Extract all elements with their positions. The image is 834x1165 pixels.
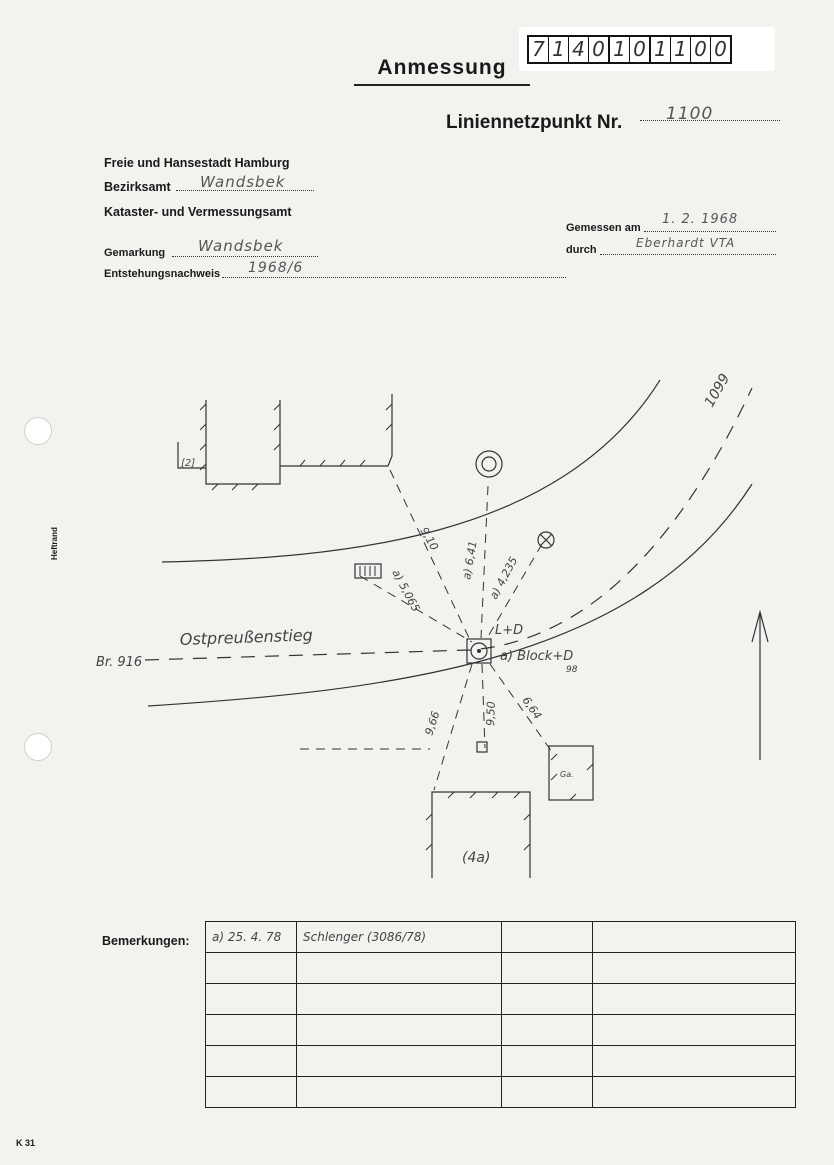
- id-digit: 1: [549, 37, 569, 62]
- id-digit: 0: [630, 37, 651, 62]
- measure-4235: a) 4,235: [487, 554, 521, 602]
- bezirksamt-label: Bezirksamt: [104, 180, 171, 194]
- remarks-cell: [593, 1015, 796, 1046]
- remarks-cell: [502, 1077, 593, 1108]
- id-digit: 0: [714, 37, 727, 61]
- tie-line-966: [434, 664, 472, 790]
- remarks-cell: [593, 922, 796, 953]
- survey-point-dot: [477, 649, 481, 653]
- measure-910: 9,10: [417, 525, 441, 553]
- remarks-cell: [502, 984, 593, 1015]
- remarks-cell: [593, 1046, 796, 1077]
- nachweis-label: Entstehungsnachweis: [104, 268, 221, 280]
- form-code: K 31: [16, 1138, 36, 1148]
- building-outline: [206, 400, 280, 484]
- road-edge-north: [162, 380, 660, 562]
- remarks-cell: [593, 953, 796, 984]
- building-hatching: [200, 404, 280, 490]
- fence-hatching: [300, 404, 392, 466]
- remarks-cell: [297, 953, 502, 984]
- gemarkung-label: Gemarkung: [104, 247, 166, 259]
- id-digit: 1: [671, 37, 691, 62]
- remarks-row: [206, 984, 796, 1015]
- point-number-label: Liniennetzpunkt Nr.: [446, 112, 623, 133]
- remarks-row: [206, 953, 796, 984]
- remarks-cell: [297, 1077, 502, 1108]
- remarks-label: Bemerkungen:: [102, 934, 190, 948]
- inlet-grate-icon: [355, 564, 381, 578]
- remarks-row: [206, 922, 796, 953]
- remarks-cell: [206, 1046, 297, 1077]
- remarks-cell: [502, 1015, 593, 1046]
- measure-950: 9,50: [484, 701, 498, 727]
- garage-label: Ga.: [560, 770, 574, 779]
- point-number-value: 1100: [666, 104, 714, 124]
- remarks-cell: [206, 1077, 297, 1108]
- remarks-cell: [502, 953, 593, 984]
- remarks-cell: a) 25. 4. 78: [206, 922, 297, 953]
- id-digit: 0: [691, 37, 711, 62]
- remarks-cell: [297, 984, 502, 1015]
- ld-label: L+D: [495, 623, 524, 638]
- block-label: a) Block+D: [500, 649, 574, 664]
- remarks-table: [205, 921, 796, 1108]
- remarks-row: [206, 1015, 796, 1046]
- binding-edge-label: Heftrand: [50, 527, 59, 560]
- remarks-cell: [206, 953, 297, 984]
- tie-line-641: [481, 486, 488, 638]
- inlet-grate-bars: [360, 566, 375, 576]
- building-4a-label: (4a): [462, 850, 491, 866]
- measure-966: 9,66: [422, 709, 443, 737]
- fence-line: [280, 394, 392, 466]
- br-label: Br. 916: [96, 655, 143, 670]
- id-digit: 0: [589, 37, 610, 62]
- remarks-cell: [502, 922, 593, 953]
- id-digit: 1: [610, 37, 630, 62]
- building-bottom-hatching: [426, 792, 530, 850]
- durch-label: durch: [566, 244, 597, 256]
- road-edge-south: [148, 484, 752, 706]
- authority-line1: Freie und Hansestadt Hamburg: [104, 156, 290, 170]
- amt-label: Kataster- und Vermessungsamt: [104, 205, 292, 219]
- manhole-outer-icon: [476, 451, 502, 477]
- remarks-cell: [206, 1015, 297, 1046]
- annex-label: [2]: [181, 458, 196, 469]
- remarks-cell: [297, 1015, 502, 1046]
- id-digit: 4: [569, 37, 589, 62]
- nachweis-value: 1968/6: [248, 260, 304, 276]
- durch-value: Eberhardt VTA: [636, 236, 736, 250]
- tie-line-910: [390, 470, 470, 640]
- bezirksamt-value: Wandsbek: [200, 173, 286, 191]
- street-name: Ostpreußenstieg: [179, 625, 314, 649]
- gemessen-label: Gemessen am: [566, 222, 641, 234]
- remarks-cell: [206, 984, 297, 1015]
- point-1099-label: 1099: [701, 371, 734, 410]
- measure-664: 6,64: [519, 694, 545, 722]
- small-marker-box: [477, 742, 487, 752]
- remarks-cell: [502, 1046, 593, 1077]
- tie-line-664: [490, 664, 552, 752]
- gemarkung-value: Wandsbek: [198, 237, 284, 255]
- remarks-cell: [593, 1077, 796, 1108]
- measure-641: a) 6,41: [460, 539, 480, 581]
- remarks-row: [206, 1046, 796, 1077]
- point-98-label: 98: [566, 665, 578, 675]
- remarks-cell: Schlenger (3086/78): [297, 922, 502, 953]
- remarks-row: [206, 1077, 796, 1108]
- id-digit: 7: [529, 37, 549, 62]
- manhole-inner-icon: [482, 457, 496, 471]
- gemessen-value: 1. 2. 1968: [662, 212, 739, 227]
- measure-5065: a) 5,065: [389, 567, 423, 615]
- road-centerline: [145, 388, 752, 660]
- remarks-cell: [593, 984, 796, 1015]
- remarks-cell: [297, 1046, 502, 1077]
- crosshair-cross-icon: [540, 534, 552, 546]
- form-title: Anmessung: [377, 56, 507, 79]
- id-digit: 1: [651, 37, 671, 62]
